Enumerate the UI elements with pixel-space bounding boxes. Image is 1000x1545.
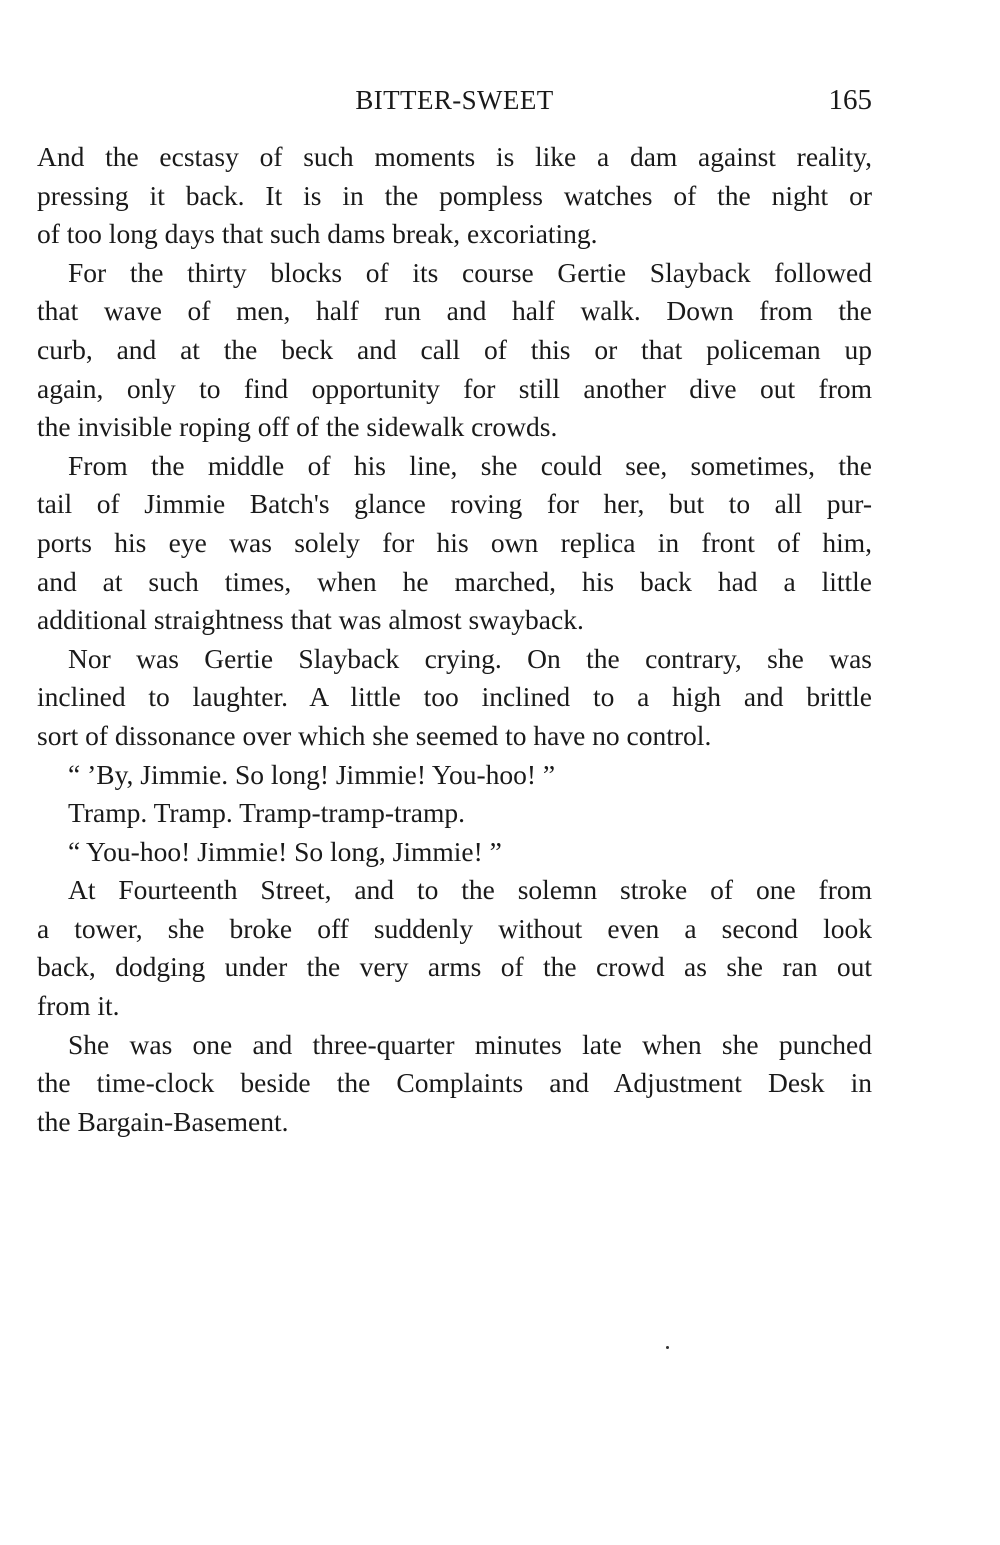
- text-line: For the thirty blocks of its course Gertie Slayback followed: [68, 256, 872, 288]
- running-head: [37, 78, 872, 122]
- text-line: Nor was Gertie Slayback crying. On the contrary, she was: [68, 642, 872, 674]
- text-line: from it.: [37, 990, 120, 1022]
- text-line: again, only to find opportunity for still another dive out from: [37, 372, 872, 404]
- text-line: pressing it back. It is in the pompless watches of the night or: [37, 179, 872, 211]
- text-line: sort of dissonance over which she seemed to have no control.: [37, 719, 712, 751]
- paragraph: [37, 138, 872, 254]
- text-line: a tower, she broke off suddenly without even a second look: [37, 912, 872, 944]
- text-line: From the middle of his line, she could see, sometimes, the: [68, 449, 872, 481]
- paragraph: [37, 871, 872, 1025]
- paragraph: [37, 447, 872, 640]
- text-line: back, dodging under the very arms of the crowd as she ran out: [37, 951, 872, 983]
- text-line: “ ’By, Jimmie. So long! Jimmie! You-hoo! ”: [68, 758, 556, 790]
- text-line: the invisible roping off of the sidewalk crowds.: [37, 411, 558, 443]
- text-line: tail of Jimmie Batch's glance roving for her, but to all pur-: [37, 488, 872, 520]
- text-line: At Fourteenth Street, and to the solemn stroke of one from: [68, 874, 872, 906]
- text-line: curb, and at the beck and call of this or that policeman up: [37, 333, 872, 365]
- paragraph: [37, 833, 872, 872]
- paragraph: [37, 756, 872, 795]
- print-speck: [666, 1346, 669, 1349]
- text-line: “ You-hoo! Jimmie! So long, Jimmie! ”: [68, 835, 502, 867]
- text-line: She was one and three-quarter minutes late when she punched: [68, 1028, 872, 1060]
- text-line: And the ecstasy of such moments is like a dam against reality,: [37, 141, 872, 172]
- paragraph: [37, 640, 872, 756]
- text-line: that wave of men, half run and half walk. Down from the: [37, 295, 872, 327]
- text-line: Tramp. Tramp. Tramp-tramp-tramp.: [68, 797, 465, 829]
- text-line: additional straightness that was almost swayback.: [37, 604, 584, 636]
- page-number: 165: [828, 84, 872, 116]
- text-line: the Bargain-Basement.: [37, 1105, 289, 1137]
- paragraph: [37, 254, 872, 447]
- text-line: and at such times, when he marched, his back had a little: [37, 565, 872, 597]
- text-line: of too long days that such dams break, excoriating.: [37, 218, 598, 250]
- text-line: the time-clock beside the Complaints and Adjustment Desk in: [37, 1067, 872, 1099]
- body-text: [37, 138, 872, 1141]
- paragraph: [37, 1026, 872, 1142]
- paragraph: [37, 794, 872, 833]
- text-line: ports his eye was solely for his own replica in front of him,: [37, 526, 872, 558]
- running-title: BITTER-SWEET: [355, 85, 554, 115]
- text-line: inclined to laughter. A little too inclined to a high and brittle: [37, 681, 872, 713]
